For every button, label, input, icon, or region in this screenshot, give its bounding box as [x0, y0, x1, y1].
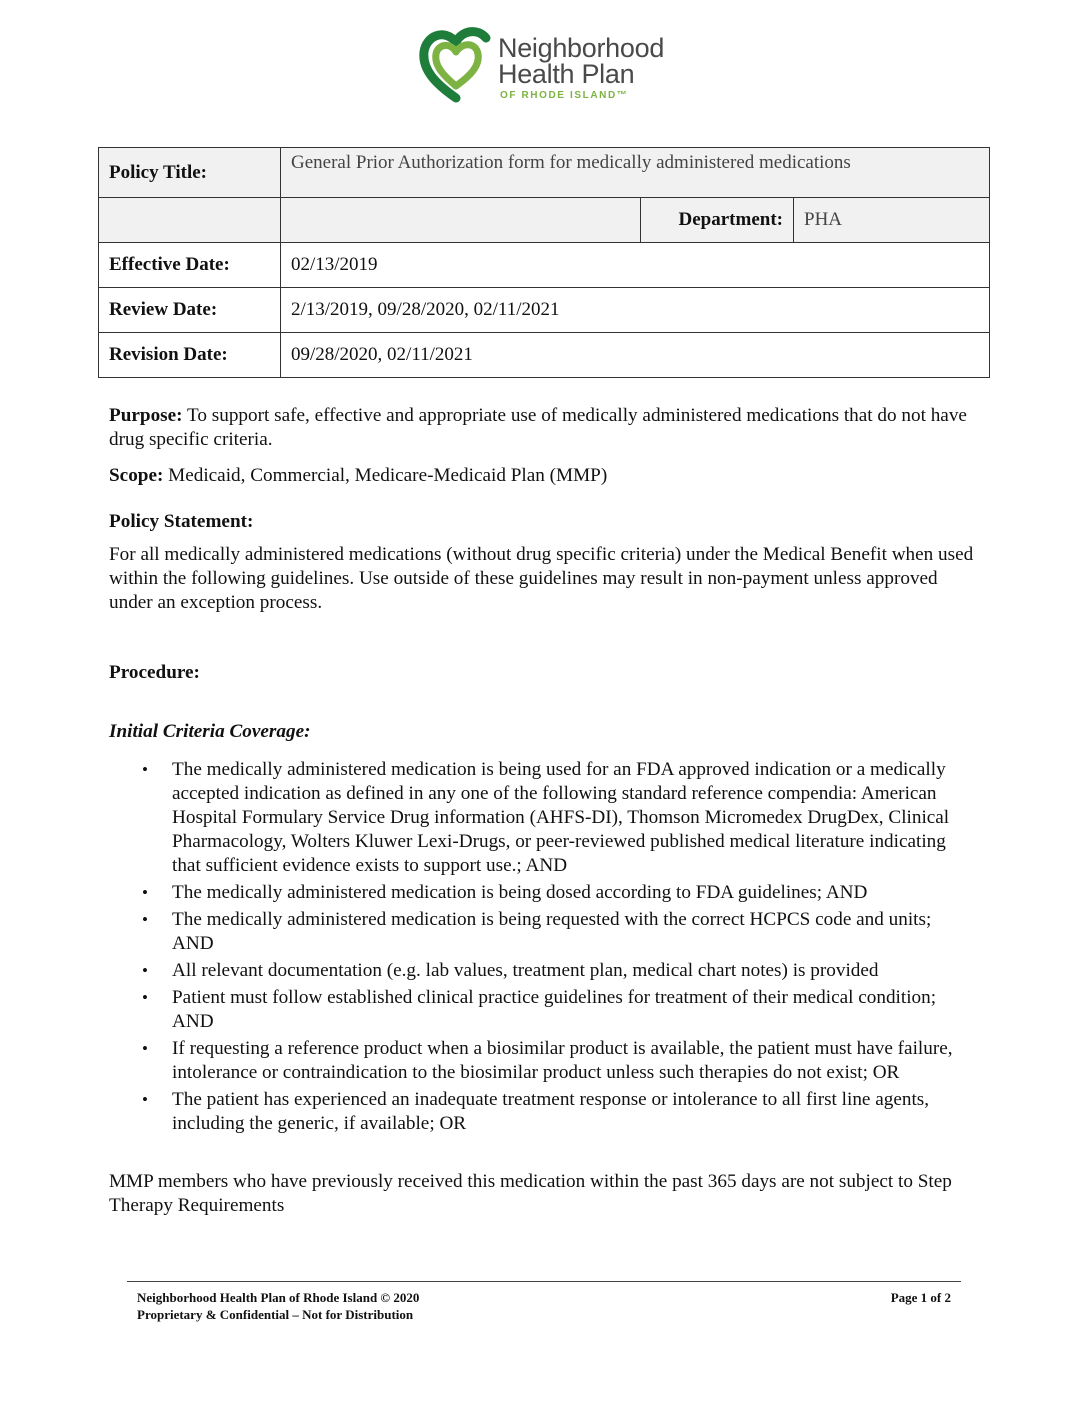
policy-statement-heading: Policy Statement: — [109, 511, 254, 532]
review-date-value: 2/13/2019, 09/28/2020, 02/11/2021 — [281, 288, 990, 333]
table-row — [99, 243, 990, 288]
revision-date-value: 09/28/2020, 02/11/2021 — [281, 333, 990, 378]
footer-divider — [127, 1281, 961, 1282]
footer-copyright: Neighborhood Health Plan of Rhode Island © 2020 — [137, 1290, 420, 1305]
purpose-paragraph — [109, 404, 979, 452]
list-item: • The medically administered medication is being used for an FDA approved indication or a medically accepted indication as defined in any one of the following standard reference compendia: American Hospital Formulary Service Drug information (AHFS-DI), Thomson Micromedex DrugDex, Clinical Pharmacology, Wolters Kluwer Lexi-Drugs, or peer-reviewed published medical literature indicating that sufficient evidence exists to support use.; AND — [109, 758, 969, 878]
logo-subtitle: OF RHODE ISLAND™ — [500, 90, 629, 101]
table-row — [99, 288, 990, 333]
footer-left — [137, 1289, 419, 1323]
company-logo — [418, 26, 688, 104]
review-date-label: Review Date: — [99, 288, 281, 333]
table-row — [99, 148, 990, 198]
table-row — [99, 198, 990, 243]
department-label: Department: — [641, 198, 794, 243]
criteria-list — [109, 758, 969, 1139]
policy-statement-text: For all medically administered medications (without drug specific criteria) under the Medical Benefit when used within the following guidelines. Use outside of these guidelines may result in non-payment unless approved under an exception process. — [109, 544, 974, 613]
effective-date-value: 02/13/2019 — [281, 243, 990, 288]
revision-date-label: Revision Date: — [99, 333, 281, 378]
mmp-note: MMP members who have previously received this medication within the past 365 days are not subject to Step Therapy Requirements — [109, 1171, 952, 1216]
list-item: • Patient must follow established clinical practice guidelines for treatment of their medical condition; AND — [109, 986, 969, 1034]
scope-label: Scope: — [109, 465, 164, 486]
empty-cell — [281, 198, 641, 243]
list-item: • The patient has experienced an inadequate treatment response or intolerance to all first line agents, including the generic, if available; OR — [109, 1088, 969, 1136]
logo-text-line1: Neighborhood — [498, 33, 665, 63]
list-item: • The medically administered medication is being dosed according to FDA guidelines; AND — [109, 881, 969, 905]
policy-title-label: Policy Title: — [99, 148, 281, 198]
list-item: • All relevant documentation (e.g. lab values, treatment plan, medical chart notes) is provided — [109, 959, 969, 983]
list-item: • The medically administered medication is being requested with the correct HCPCS code and units; AND — [109, 908, 969, 956]
list-item: • If requesting a reference product when a biosimilar product is available, the patient must have failure, intolerance or contraindication to the biosimilar product unless such therapies do not exist; OR — [109, 1037, 969, 1085]
policy-title-value: General Prior Authorization form for medically administered medications — [281, 148, 990, 198]
department-value: PHA — [794, 198, 990, 243]
initial-criteria-heading: Initial Criteria Coverage: — [109, 721, 311, 742]
purpose-label: Purpose: — [109, 405, 183, 426]
scope-text: Medicaid, Commercial, Medicare-Medicaid Plan (MMP) — [163, 465, 608, 486]
policy-info-table — [98, 147, 990, 378]
procedure-heading: Procedure: — [109, 662, 200, 683]
empty-cell — [99, 198, 281, 243]
purpose-text: To support safe, effective and appropriate use of medically administered medications that do not have drug specific criteria. — [109, 405, 967, 450]
footer-page-number: Page 1 of 2 — [890, 1290, 951, 1305]
table-row — [99, 333, 990, 378]
footer-confidential: Proprietary & Confidential – Not for Distribution — [137, 1307, 414, 1322]
scope-paragraph — [109, 464, 979, 488]
heart-logo-icon — [418, 26, 496, 104]
logo-text-line2: Health Plan — [498, 59, 635, 89]
effective-date-label: Effective Date: — [99, 243, 281, 288]
